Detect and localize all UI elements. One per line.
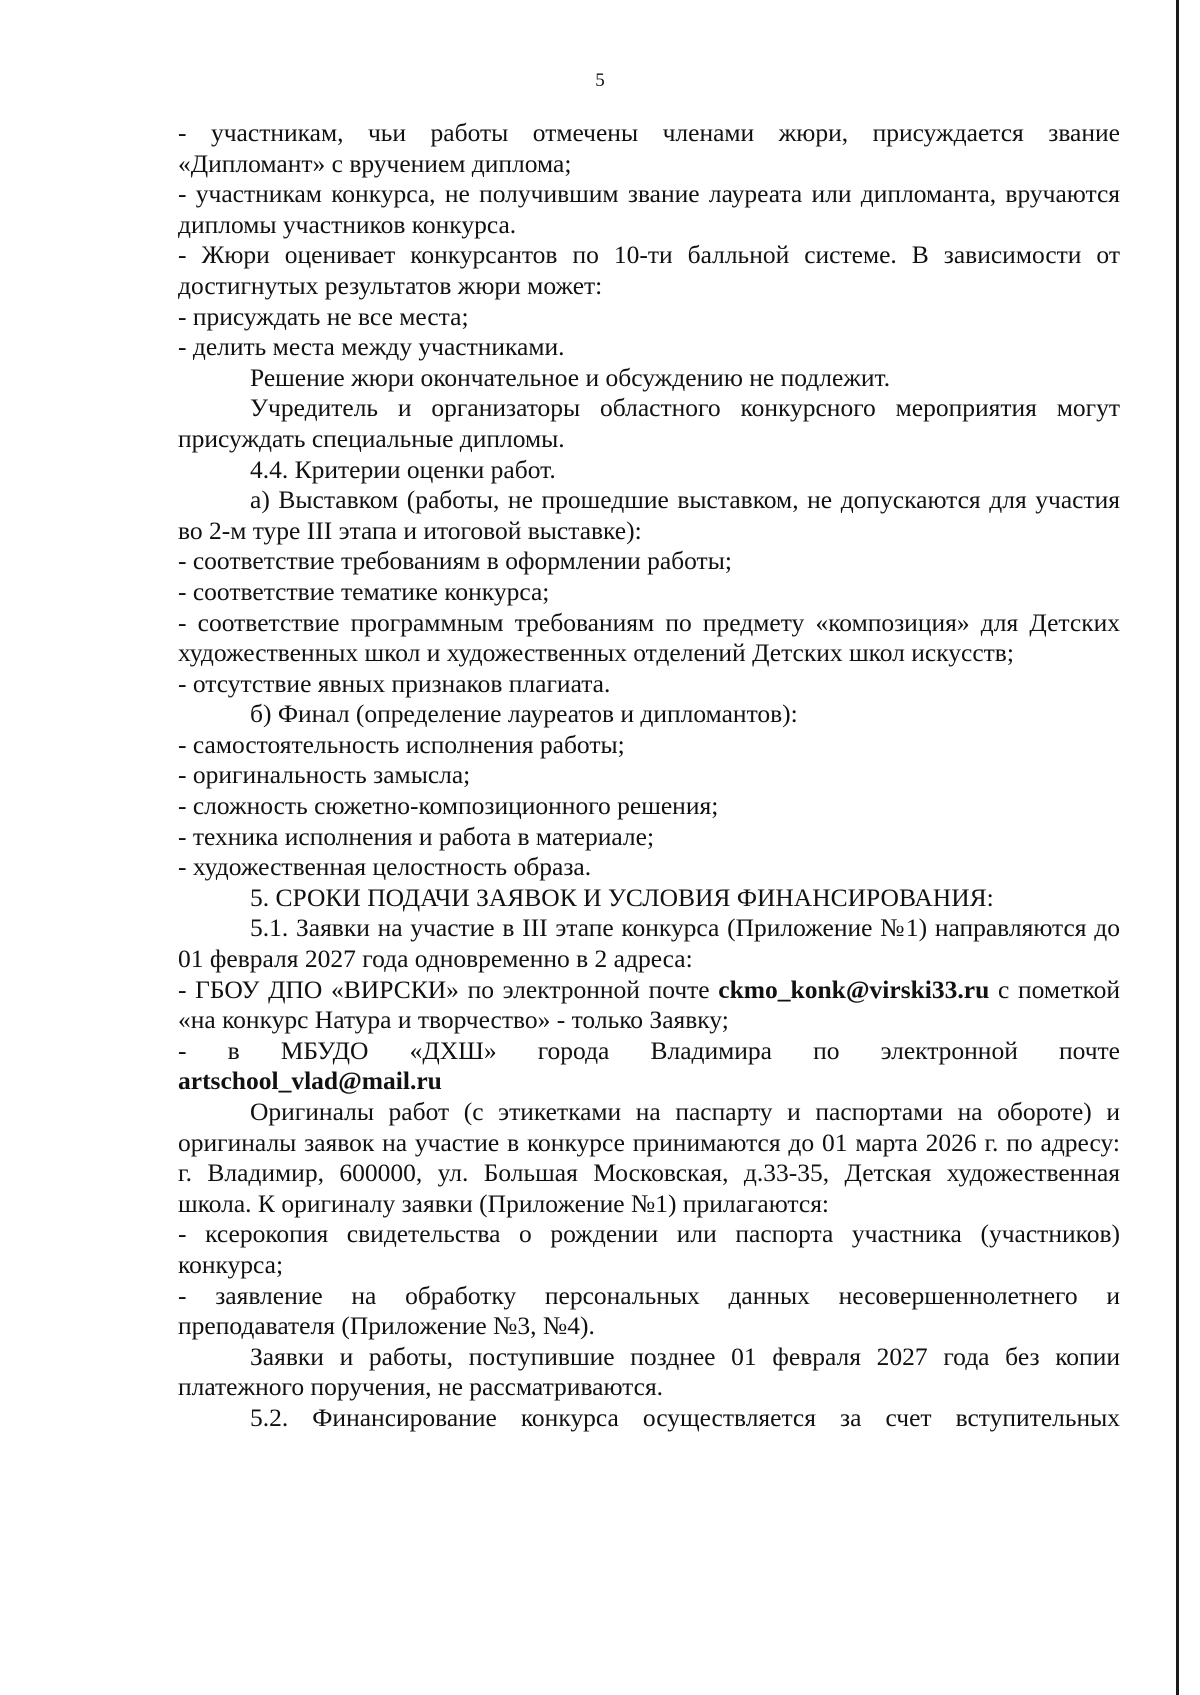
page-number: 5	[595, 70, 605, 91]
paragraph: 5.1. Заявки на участие в III этапе конкурса (Приложение №1) направляются до 01 февраля 2027 года одновременно в 2 адреса:	[178, 913, 1120, 974]
list-item: - соответствие требованиям в оформлении работы;	[178, 546, 732, 576]
text-span: - ГБОУ ДПО «ВИРСКИ» по электронной почте	[178, 974, 719, 1004]
paragraph: Заявки и работы, поступившие позднее 01 февраля 2027 года без копии платежного поручения, не рассматриваются.	[178, 1341, 1120, 1402]
list-item: - делить места между участниками.	[178, 332, 565, 362]
scan-edge-line	[1176, 0, 1179, 1695]
email-address[interactable]: ckmo_konk@virski33.ru	[718, 974, 990, 1004]
list-item: - заявление на обработку персональных данных несовершеннолетнего и преподавателя (Приложение №3, №4).	[178, 1280, 1120, 1341]
list-item: - техника исполнения и работа в материале;	[178, 821, 655, 851]
paragraph	[178, 1066, 1120, 1097]
paragraph: Решение жюри окончательное и обсуждению не подлежит.	[250, 362, 891, 392]
paragraph	[178, 975, 1120, 1036]
text-span: с пометкой «на конкурс Натура и творчество» - только Заявку;	[178, 974, 1120, 1035]
list-item: - присуждать не все места;	[178, 301, 469, 331]
document-body	[178, 118, 1120, 1434]
list-item: - соответствие программным требованиям по предмету «композиция» для Детских художественных школ и художественных отделений Детских школ искусств;	[178, 607, 1120, 668]
paragraph: Оригиналы работ (с этикетками на паспарту и паспортами на обороте) и оригиналы заявок на участие в конкурсе принимаются до 01 марта 2026 г. по адресу: г. Владимир, 600000, ул. Большая Московская, д.33-35, Детская художественная школа. К оригиналу заявки (Приложение №1) прилагаются:	[178, 1097, 1120, 1218]
list-item: - отсутствие явных признаков плагиата.	[178, 668, 611, 698]
paragraph: Учредитель и организаторы областного конкурсного мероприятия могут присуждать специальные дипломы.	[178, 393, 1120, 453]
paragraph: - участникам конкурса, не получившим звание лауреата или дипломанта, вручаются дипломы участников конкурса.	[178, 179, 1120, 239]
list-item: - оригинальность замысла;	[178, 760, 471, 790]
paragraph: - участникам, чьи работы отмечены членами жюри, присуждается звание «Дипломант» с вручением диплома;	[178, 118, 1120, 178]
subsection-title: 4.4. Критерии оценки работ.	[250, 454, 556, 484]
list-item: - самостоятельность исполнения работы;	[178, 729, 625, 759]
email-address[interactable]: artschool_vlad@mail.ru	[178, 1066, 442, 1096]
paragraph: - в МБУДО «ДХШ» города Владимира по электронной почте	[178, 1035, 1120, 1065]
paragraph: - Жюри оценивает конкурсантов по 10-ти балльной системе. В зависимости от достигнутых результатов жюри может:	[178, 240, 1120, 300]
list-item: - ксерокопия свидетельства о рождении или паспорта участника (участников) конкурса;	[178, 1219, 1120, 1279]
paragraph: б) Финал (определение лауреатов и дипломантов):	[250, 699, 798, 729]
list-item: - сложность сюжетно-композиционного решения;	[178, 791, 719, 821]
paragraph: 5.2. Финансирование конкурса осуществляется за счет вступительных	[250, 1402, 1120, 1432]
section-heading: 5. СРОКИ ПОДАЧИ ЗАЯВОК И УСЛОВИЯ ФИНАНСИРОВАНИЯ:	[250, 882, 994, 912]
list-item: - соответствие тематике конкурса;	[178, 576, 550, 606]
paragraph: а) Выставком (работы, не прошедшие выставком, не допускаются для участия во 2-м туре III этапа и итоговой выставке):	[178, 485, 1120, 545]
list-item: - художественная целостность образа.	[178, 852, 592, 882]
